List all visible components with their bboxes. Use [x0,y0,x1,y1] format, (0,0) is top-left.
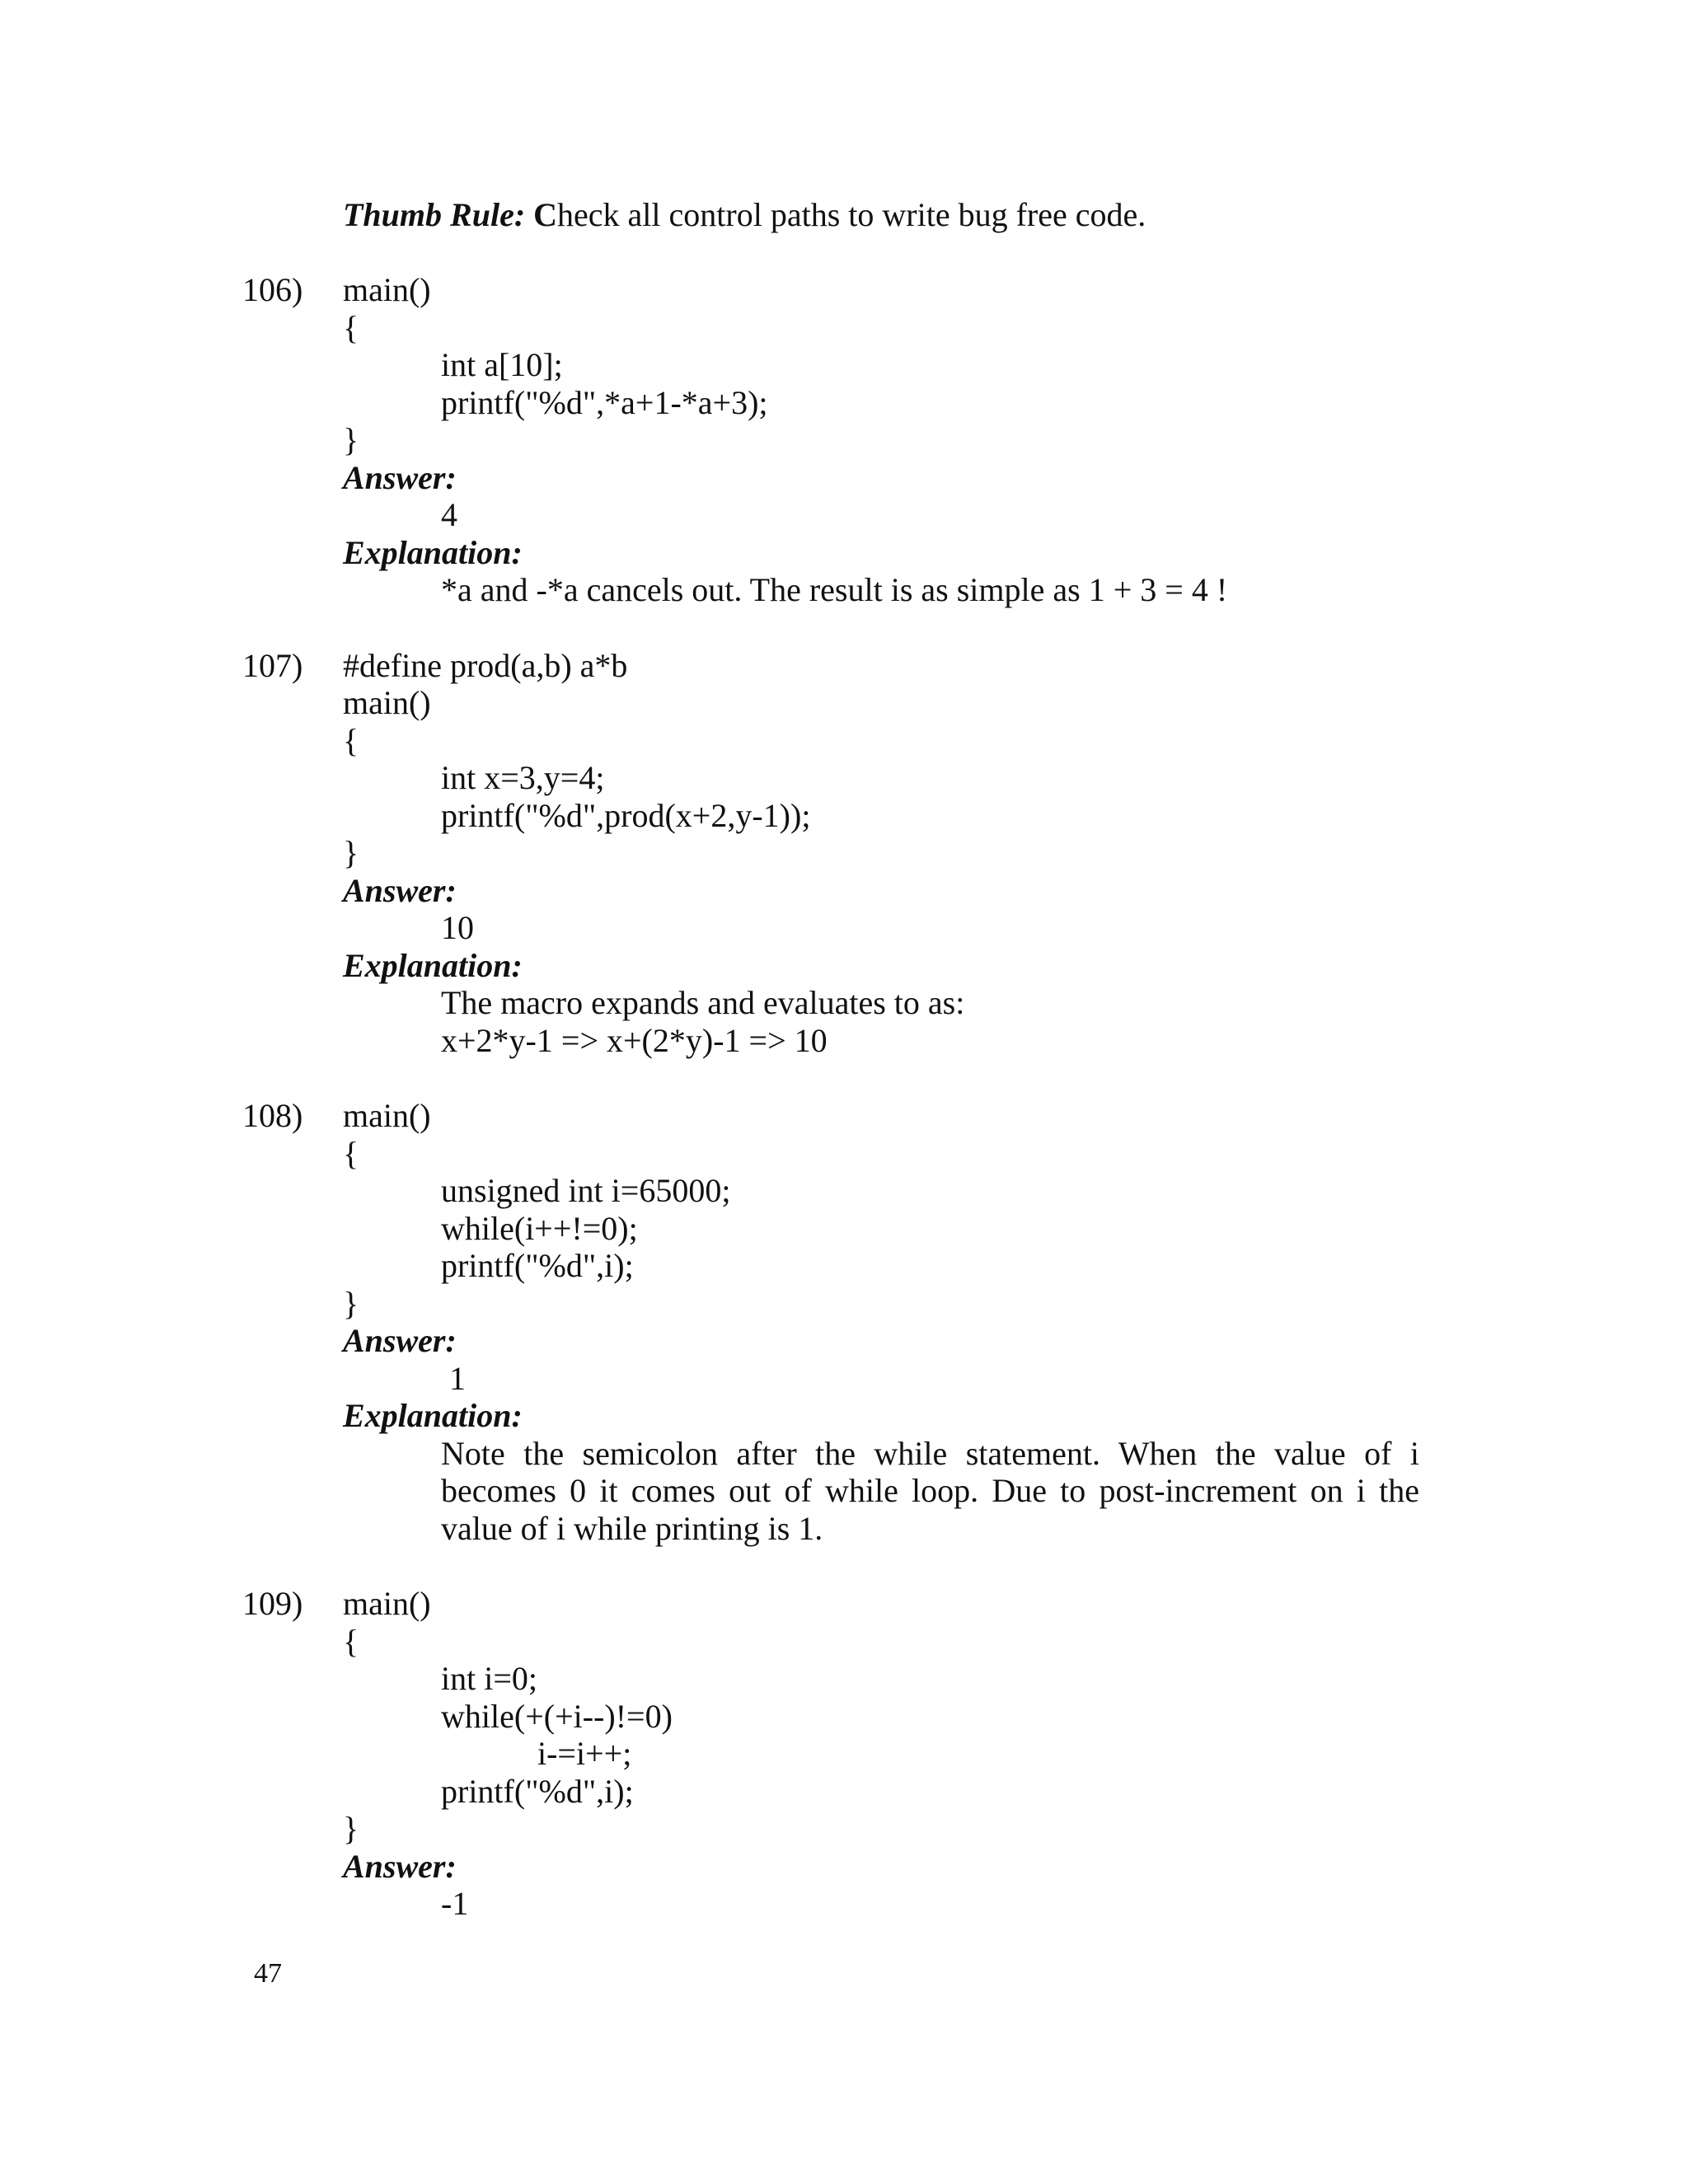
code-line: } [343,421,359,458]
code-line: unsigned int i=65000; [441,1172,731,1209]
code-line: } [343,1285,359,1322]
explanation-label: Explanation: [343,947,523,984]
question-number-109: 109) [242,1585,303,1622]
answer-value: 10 [441,909,474,946]
code-line: { [343,1135,359,1172]
explanation-text: x+2*y-1 => x+(2*y)-1 => 10 [441,1022,828,1059]
code-line: } [343,1810,359,1847]
answer-value: 4 [441,496,457,533]
explanation-label: Explanation: [343,1397,523,1434]
code-line: printf("%d",i); [441,1773,634,1810]
code-line: main() [343,684,431,721]
code-line: main() [343,1097,431,1134]
code-line: int i=0; [441,1660,538,1697]
thumb-rule-lead: C [533,196,558,233]
answer-label: Answer: [343,459,457,496]
page-number: 47 [254,1958,282,1989]
explanation-label: Explanation: [343,534,523,571]
code-line: printf("%d",*a+1-*a+3); [441,384,768,421]
explanation-text: *a and -*a cancels out. The result is as simple as 1 + 3 = 4 ! [441,571,1228,608]
explanation-text: becomes 0 it comes out of while loop. Due to post-increment on i the [441,1472,1419,1509]
code-line: while(+(+i--)!=0) [441,1698,673,1735]
answer-label: Answer: [343,1322,457,1359]
thumb-rule-text: heck all control paths to write bug free code. [557,196,1146,233]
thumb-rule-label: Thumb Rule: [343,196,526,233]
answer-value: 1 [449,1360,466,1397]
code-line: { [343,1623,359,1660]
thumb-rule [343,196,1146,234]
code-line: int a[10]; [441,346,563,383]
code-line: printf("%d",prod(x+2,y-1)); [441,797,811,834]
explanation-text: value of i while printing is 1. [441,1510,823,1547]
question-number-108: 108) [242,1097,303,1134]
code-line: main() [343,1585,431,1622]
explanation-text: The macro expands and evaluates to as: [441,984,965,1021]
answer-label: Answer: [343,1848,457,1885]
answer-label: Answer: [343,872,457,909]
question-number-106: 106) [242,271,303,308]
code-line: while(i++!=0); [441,1210,638,1247]
code-line: int x=3,y=4; [441,759,605,796]
code-line: main() [343,271,431,308]
answer-value: -1 [441,1885,469,1922]
code-line: { [343,722,359,759]
code-line: } [343,834,359,871]
code-line: printf("%d",i); [441,1247,634,1284]
code-line: { [343,309,359,346]
explanation-text: Note the semicolon after the while statement. When the value of i [441,1435,1419,1472]
question-number-107: 107) [242,647,303,684]
code-line: i-=i++; [537,1735,632,1772]
code-line: #define prod(a,b) a*b [343,647,628,684]
